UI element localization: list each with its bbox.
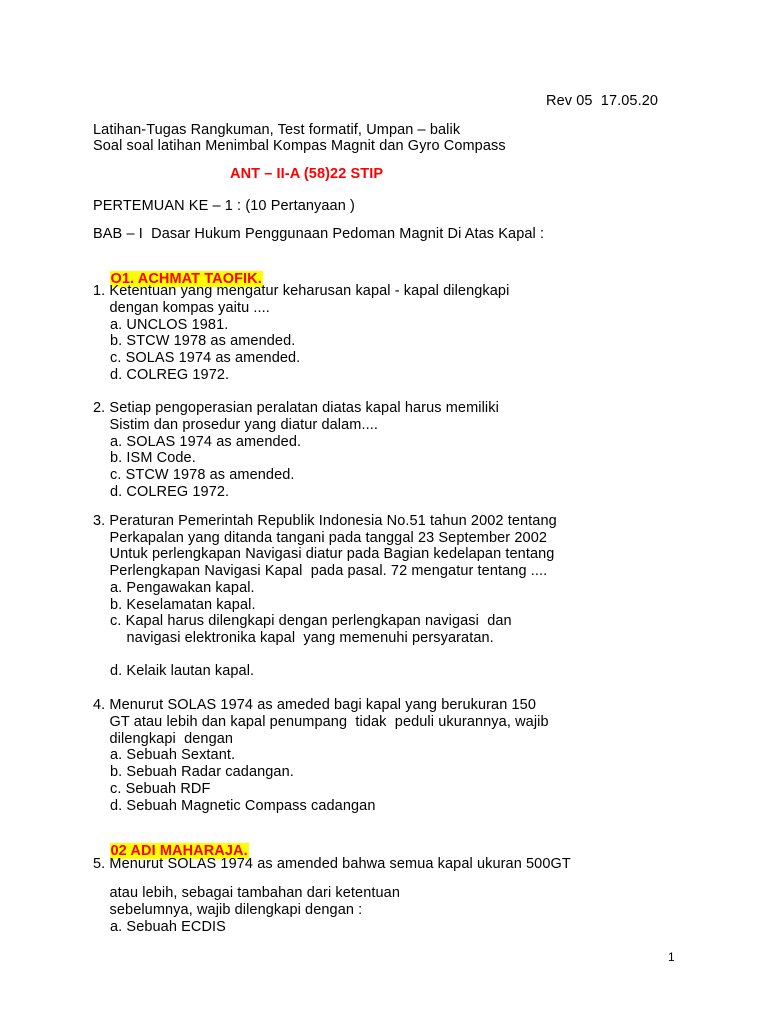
- question-2-line: Sistim dan prosedur yang diatur dalam....: [93, 417, 378, 433]
- question-1-line: 1. Ketentuan yang mengatur keharusan kapal - kapal dilengkapi: [93, 283, 510, 299]
- title-line-1: Latihan-Tugas Rangkuman, Test formatif, Umpan – balik: [93, 122, 461, 138]
- question-4-line: dilengkapi dengan: [93, 731, 234, 747]
- student-name-highlight: O1. ACHMAT TAOFIK.: [110, 271, 262, 287]
- question-3-line: Perlengkapan Navigasi Kapal pada pasal. 72 mengatur tentang ....: [93, 563, 548, 579]
- question-4-line: 4. Menurut SOLAS 1974 as ameded bagi kapal yang berukuran 150: [93, 697, 537, 713]
- question-4-option: a. Sebuah Sextant.: [110, 747, 236, 763]
- question-4-option: d. Sebuah Magnetic Compass cadangan: [110, 798, 376, 814]
- question-2-option: b. ISM Code.: [110, 450, 196, 466]
- question-3-line: Perkapalan yang ditanda tangani pada tanggal 23 September 2002: [93, 530, 548, 546]
- question-3-option: b. Keselamatan kapal.: [110, 597, 256, 613]
- question-1-option: a. UNCLOS 1981.: [110, 317, 229, 333]
- question-3-line: 3. Peraturan Pemerintah Republik Indonesia No.51 tahun 2002 tentang: [93, 513, 557, 529]
- student-name-highlight: 02 ADI MAHARAJA.: [110, 843, 248, 859]
- revision-date: Rev 05 17.05.20: [546, 93, 659, 109]
- question-5-option: a. Sebuah ECDIS: [110, 919, 226, 935]
- question-3-option: d. Kelaik lautan kapal.: [110, 663, 255, 679]
- question-4-line: GT atau lebih dan kapal penumpang tidak peduli ukurannya, wajib: [93, 714, 549, 730]
- question-5-line: sebelumnya, wajib dilengkapi dengan :: [93, 902, 363, 918]
- question-2-line: 2. Setiap pengoperasian peralatan diatas kapal harus memiliki: [93, 400, 499, 416]
- question-4-option: c. Sebuah RDF: [110, 781, 211, 797]
- question-2-option: d. COLREG 1972.: [110, 484, 230, 500]
- class-code: ANT – II-A (58)22 STIP: [230, 166, 384, 182]
- question-5-line: atau lebih, sebagai tambahan dari ketentuan: [93, 885, 400, 901]
- question-1-line: dengan kompas yaitu ....: [93, 300, 270, 316]
- question-2-option: a. SOLAS 1974 as amended.: [110, 434, 302, 450]
- title-line-2: Soal soal latihan Menimbal Kompas Magnit dan Gyro Compass: [93, 138, 506, 154]
- question-5-line: 5. Menurut SOLAS 1974 as amended bahwa semua kapal ukuran 500GT: [93, 856, 571, 872]
- chapter-heading: BAB – I Dasar Hukum Penggunaan Pedoman Magnit Di Atas Kapal :: [93, 226, 545, 242]
- question-3-line: Untuk perlengkapan Navigasi diatur pada Bagian kedelapan tentang: [93, 546, 555, 562]
- question-4-option: b. Sebuah Radar cadangan.: [110, 764, 294, 780]
- question-1-option: d. COLREG 1972.: [110, 367, 230, 383]
- question-3-option: a. Pengawakan kapal.: [110, 580, 255, 596]
- page-number: 1: [668, 950, 675, 964]
- question-2-option: c. STCW 1978 as amended.: [110, 467, 295, 483]
- question-3-option-cont: navigasi elektronika kapal yang memenuhi persyaratan.: [110, 630, 494, 646]
- meeting-heading: PERTEMUAN KE – 1 : (10 Pertanyaan ): [93, 198, 355, 214]
- question-3-option: c. Kapal harus dilengkapi dengan perlengkapan navigasi dan: [110, 613, 512, 629]
- question-1-option: b. STCW 1978 as amended.: [110, 333, 296, 349]
- question-1-option: c. SOLAS 1974 as amended.: [110, 350, 301, 366]
